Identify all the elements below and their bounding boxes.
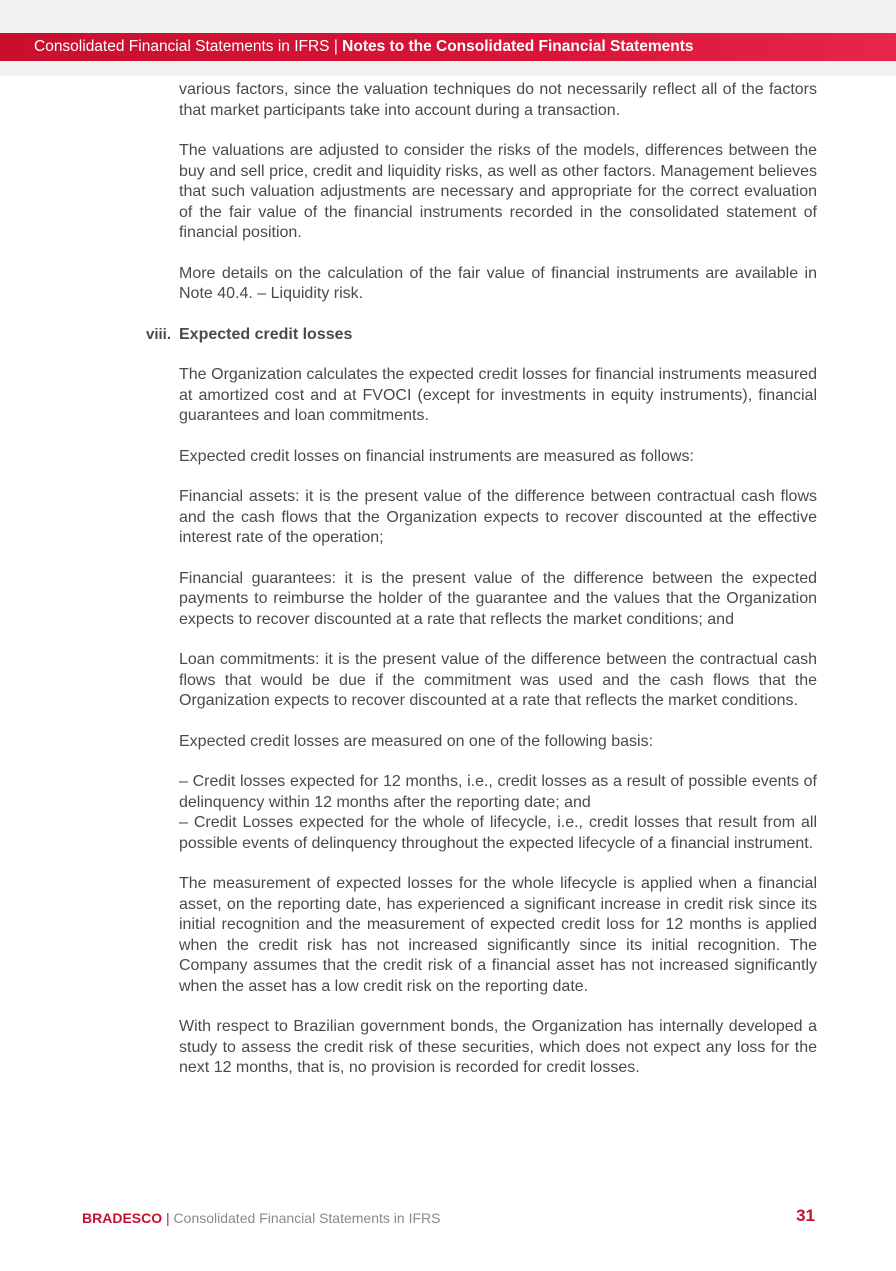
page-footer: [82, 1208, 815, 1228]
list-item: – Credit losses expected for 12 months, i.e., credit losses as a result of possible events of delinquency within 12 months after the reporting date; and: [179, 773, 817, 811]
paragraph-measurement-lifecycle: The measurement of expected losses for the whole lifecycle is applied when a financial asset, on the reporting date, has experienced a significant increase in credit risk since its initial recognition and the measurement of expected credit loss for 12 months is applied when the credit risk has not increased significantly since its initial recognition. The Company assumes that the credit risk of a financial asset has not increased significantly when the asset has a low credit risk on the reporting date.: [179, 875, 817, 995]
header-section-title: Notes to the Consolidated Financial Statements: [342, 38, 694, 55]
main-content: [146, 80, 817, 1099]
section-number: viii.: [146, 325, 172, 343]
paragraph-continued: various factors, since the valuation techniques do not necessarily reflect all of the factors that market participants take into account during a transaction.: [179, 81, 817, 119]
paragraph-more-details: More details on the calculation of the fair value of financial instruments are available in Note 40.4. – Liquidity risk.: [179, 264, 817, 302]
paragraph-calculates: The Organization calculates the expected credit losses for financial instruments measured at amortized cost and at FVOCI (except for investments in equity instruments), financial guarantees and loan commitments.: [179, 366, 817, 424]
header-separator: |: [329, 38, 343, 55]
paragraph-measured-as-follows: Expected credit losses on financial instruments are measured as follows:: [179, 447, 694, 465]
paragraph-financial-guarantees: Financial guarantees: it is the present value of the difference between the expected payments to reimburse the holder of the guarantee and the values that the Organization expects to recover discounted at a rate that reflects the market conditions; and: [179, 569, 817, 628]
paragraph-loan-commitments: Loan commitments: it is the present value of the difference between the contractual cash flows that would be due if the commitment was used and the cash flows that the Organization expects to recover discounted at a rate that reflects the market conditions.: [179, 651, 817, 709]
section-heading: [146, 325, 817, 346]
footer-doc-title: Consolidated Financial Statements in IFRS: [173, 1210, 441, 1226]
paragraph-basis: Expected credit losses are measured on one of the following basis:: [179, 732, 654, 750]
list-item: – Credit Losses expected for the whole of lifecycle, i.e., credit losses that result from all possible events of delinquency throughout the expected lifecycle of a financial instrument.: [179, 814, 817, 852]
footer-brand-logo: BRADESCO: [82, 1210, 163, 1226]
paragraph-financial-assets: Financial assets: it is the present value of the difference between contractual cash flows and the cash flows that the Organization expects to recover discounted at the effective interest rate of the operation;: [179, 488, 817, 546]
section-title: Expected credit losses: [179, 325, 353, 343]
header-doc-title: Consolidated Financial Statements in IFRS: [34, 38, 330, 55]
paragraph-valuations-adjusted: The valuations are adjusted to consider the risks of the models, differences between the buy and sell price, credit and liquidity risks, as well as other factors. Management believes that such valuation adjustments are necessary and appropriate for the correct evaluation of the fair value of the financial instruments recorded in the consolidated statement of financial position.: [179, 142, 817, 241]
header-bar: [0, 33, 896, 61]
paragraph-government-bonds: With respect to Brazilian government bonds, the Organization has internally developed a study to assess the credit risk of these securities, which does not expect any loss for the next 12 months, that is, no provision is recorded for credit losses.: [179, 1018, 817, 1076]
basis-list: [179, 772, 817, 854]
page-number: 31: [796, 1206, 815, 1225]
footer-separator: |: [162, 1210, 174, 1226]
